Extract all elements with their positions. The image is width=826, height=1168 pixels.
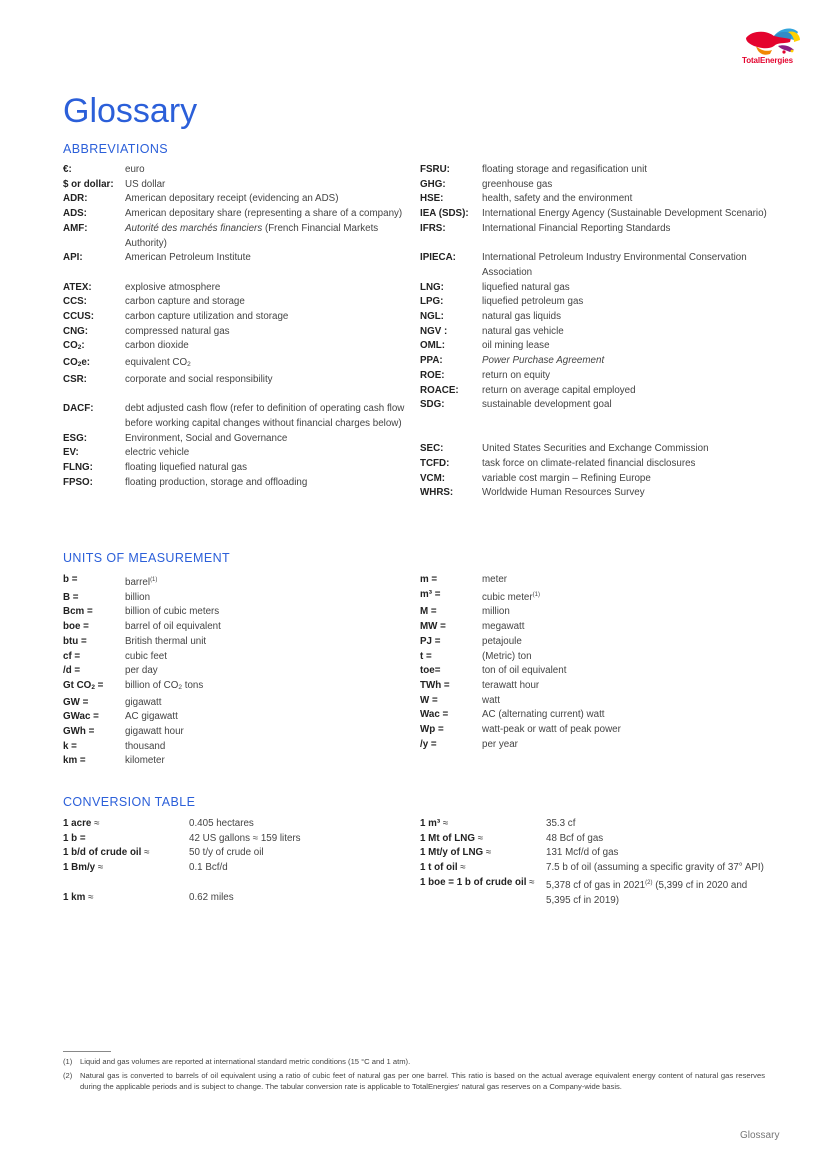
list-item: NGL: natural gas liquids <box>420 311 561 323</box>
list-item: OML: oil mining lease <box>420 340 550 352</box>
list-item: k = thousand <box>63 740 166 752</box>
list-item: TWh = terawatt hour <box>420 679 540 691</box>
conversion-left-column <box>63 817 413 905</box>
list-item: $CO_2$: carbon dioxide <box>63 340 189 352</box>
abbreviations-heading: ABBREVIATIONS <box>63 142 168 156</box>
page-title: Glossary <box>63 92 198 130</box>
list-item: Wp = watt-peak or watt of peak power <box>420 724 621 736</box>
list-item: FLNG: floating liquefied natural gas <box>63 462 248 474</box>
list-item: ADR: American depositary receipt (evidencing an ADS) <box>63 193 339 205</box>
units-left-column <box>63 573 413 769</box>
conversion-right-column <box>420 817 780 908</box>
list-item: Wac = AC (alternating current) watt <box>420 709 605 721</box>
list-item: FPSO: floating production, storage and offloading <box>63 476 308 488</box>
list-item: LNG: liquefied natural gas <box>420 281 570 293</box>
abbreviations-right-column <box>420 163 780 501</box>
table-row: 1 boe = 1 b of crude oil ≈ 5,378 cf of gas in 2021$^{(2)}$ (5,399 cf in 2020 and 5,395 cf in 2019) <box>420 876 748 906</box>
list-item: $ or dollar: US dollar <box>63 178 166 190</box>
list-item: API: American Petroleum Institute <box>63 252 251 264</box>
list-item: WHRS: Worldwide Human Resources Survey <box>420 487 645 499</box>
list-item: $CO_2e$: equivalent $CO_2$ <box>63 357 191 369</box>
list-item: B = billion <box>63 591 151 603</box>
list-item: /y = per year <box>420 738 518 750</box>
list-item: ATEX: explosive atmosphere <box>63 281 221 293</box>
list-item: km = kilometer <box>63 755 165 767</box>
list-item: PPA: Power Purchase Agreement <box>420 355 605 367</box>
list-item: cf = cubic feet <box>63 650 167 662</box>
table-row: 1 b = 42 US gallons ≈ 159 liters <box>63 832 301 844</box>
list-item: CCUS: carbon capture utilization and storage <box>63 311 289 323</box>
list-item: TCFD: task force on climate-related financial disclosures <box>420 458 696 470</box>
table-row: 1 acre ≈ 0.405 hectares <box>63 818 254 829</box>
list-item: ADS: American depositary share (representing a share of a company) <box>63 208 403 220</box>
table-row: 1 Mt of LNG ≈ 48 Bcf of gas <box>420 832 604 844</box>
list-item: IEA (SDS): International Energy Agency (Sustainable Development Scenario) <box>420 208 767 220</box>
list-item: ROACE: return on average capital employed <box>420 384 636 396</box>
footnotes <box>63 1056 765 1095</box>
list-item: btu = British thermal unit <box>63 635 207 647</box>
list-item: t = (Metric) ton <box>420 650 532 662</box>
table-row: 1 Mt/y of LNG ≈ 131 Mcf/d of gas <box>420 847 619 859</box>
list-item: Bcm = billion of cubic meters <box>63 606 220 618</box>
list-item: Gt $CO_2$ = billion of $CO_2$ tons <box>63 679 204 691</box>
list-item: ROE: return on equity <box>420 369 551 381</box>
list-item: GWac = AC gigawatt <box>63 711 178 723</box>
brand-name: TotalEnergies <box>742 56 794 65</box>
list-item: AMF: Autorité des marchés financiers (French Financial Markets Authority) <box>63 222 379 249</box>
list-item: DACF: debt adjusted cash flow (refer to definition of operating cash flow before working capital changes without financial charges below) <box>63 403 405 429</box>
list-item: MW = megawatt <box>420 621 525 633</box>
list-item: GHG: greenhouse gas <box>420 178 553 190</box>
list-item: M = million <box>420 606 510 618</box>
list-item: m = meter <box>420 574 508 585</box>
table-row: 1 t of oil ≈ 7.5 b of oil (assuming a specific gravity of 37° API) <box>420 862 764 874</box>
list-item: €: euro <box>63 164 145 175</box>
list-item: PJ = petajoule <box>420 635 522 647</box>
table-row: 1 m³ ≈ 35.3 cf <box>420 818 576 829</box>
abbreviations-left-column <box>63 163 413 490</box>
list-item: b = barrel$^{(1)}$ <box>63 574 158 588</box>
list-item: VCM: variable cost margin – Refining Europe <box>420 472 651 484</box>
list-item: EV: electric vehicle <box>63 447 190 459</box>
table-row: 1 Bm/y ≈ 0.1 Bcf/d <box>63 862 228 874</box>
list-item: IFRS: International Financial Reporting Standards <box>420 222 671 234</box>
list-item: /d = per day <box>63 665 158 677</box>
footnote: (1) Liquid and gas volumes are reported at international standard metric conditions (15 °C and 1 atm). <box>63 1057 411 1066</box>
list-item: GWh = gigawatt hour <box>63 726 184 738</box>
list-item: ESG: Environment, Social and Governance <box>63 432 288 444</box>
footnote-divider <box>63 1051 111 1052</box>
list-item: W = watt <box>420 694 500 706</box>
list-item: toe= ton of oil equivalent <box>420 665 567 677</box>
conversion-heading: CONVERSION TABLE <box>63 795 196 809</box>
units-heading: UNITS OF MEASUREMENT <box>63 551 231 565</box>
page-footer-label: Glossary <box>740 1130 780 1141</box>
units-right-column <box>420 573 770 752</box>
list-item: SDG: sustainable development goal <box>420 399 612 411</box>
table-row: 1 b/d of crude oil ≈ 50 t/y of crude oil <box>63 847 264 859</box>
list-item: NGV : natural gas vehicle <box>420 325 564 337</box>
footnote: (2) Natural gas is converted to barrels of oil equivalent using a ratio of cubic feet of natural gas per one barrel. This ratio is based on the actual average equivalent energy content of natural gas reserves during the applicable periods and is subject to change. The tabular conversion rate is applicable to TotalEnergies' natural gas reserves on a Company-wide basis. <box>63 1071 765 1091</box>
list-item: SEC: United States Securities and Exchange Commission <box>420 443 709 455</box>
list-item: m³ = cubic meter$^{(1)}$ <box>420 588 540 603</box>
list-item: IPIECA: International Petroleum Industry Environmental Conservation Association <box>420 252 747 278</box>
table-row: 1 km ≈ 0.62 miles <box>63 891 234 903</box>
list-item: CSR: corporate and social responsibility <box>63 373 273 385</box>
list-item: CCS: carbon capture and storage <box>63 296 245 308</box>
list-item: CNG: compressed natural gas <box>63 325 230 337</box>
list-item: boe = barrel of oil equivalent <box>63 621 221 633</box>
list-item: LPG: liquefied petroleum gas <box>420 296 584 308</box>
list-item: HSE: health, safety and the environment <box>420 193 633 205</box>
list-item: FSRU: floating storage and regasification unit <box>420 164 648 175</box>
list-item: GW = gigawatt <box>63 696 162 708</box>
